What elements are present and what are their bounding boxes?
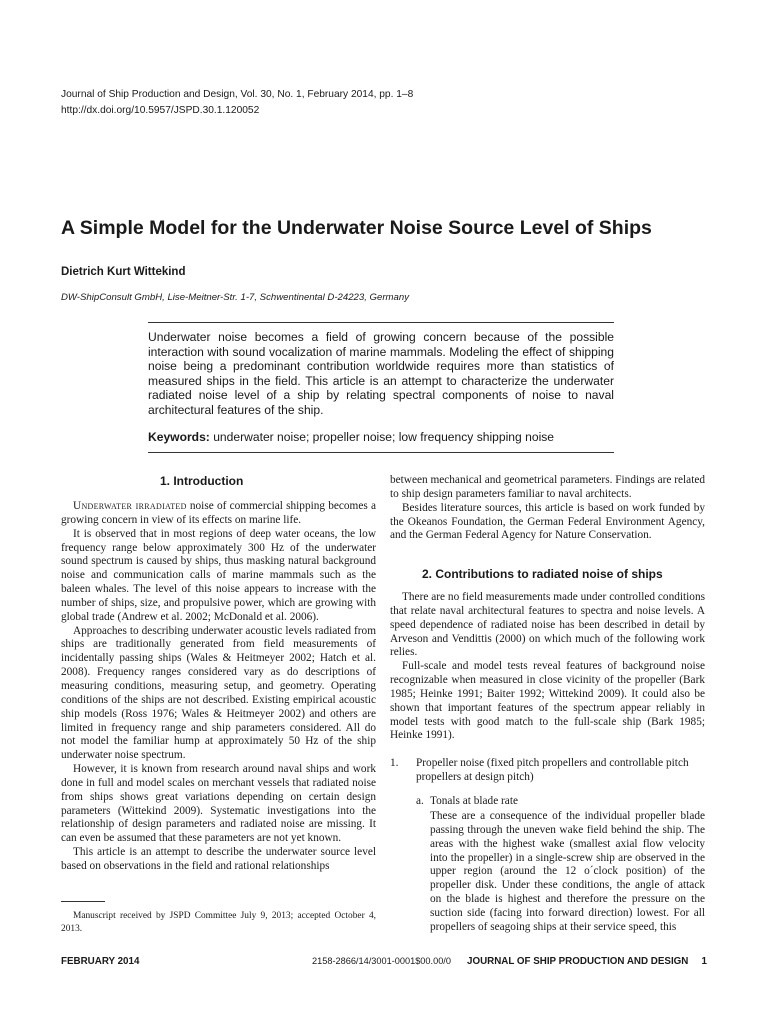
sublist-marker: a. bbox=[416, 795, 424, 807]
intro-paragraph: However, it is known from research around naval ships and work done in full and model scales on merchant vessels that radiated noise from ships shows great variations depending on certain design parameters (Wittekind 2009). Systematic investigations into the relationship of design parameters and radiated noise are missing. It can even be assumed that these parameters are not yet known. bbox=[61, 763, 376, 845]
keywords bbox=[148, 430, 648, 444]
citation-block bbox=[61, 87, 501, 119]
right-column-top bbox=[390, 474, 705, 543]
abstract: Underwater noise becomes a field of growing concern because of the possible interaction with sound vocalization of marine mammals. Modeling the effect of shipping noise being a predominant contribution worldwide requires more than statistics of measured ships in the field. This article is an attempt to characterize the underwater radiated noise level of a ship by relating spectral components of noise to naval architectural features of the ship. bbox=[148, 330, 614, 417]
page-footer bbox=[61, 956, 707, 970]
sublist-item bbox=[416, 795, 705, 809]
author-name: Dietrich Kurt Wittekind bbox=[61, 266, 186, 278]
section-heading-contributions: 2. Contributions to radiated noise of ships bbox=[422, 567, 663, 581]
list-marker: 1. bbox=[390, 757, 399, 769]
contrib-paragraph: Full-scale and model tests reveal features of background noise recognizable when measured in close vicinity of the propeller (Bark 1985; Heinke 1991; Baiter 1992; Wittekind 2009). It could also be shown that important features of the spectrum appear reliably in model tests with good match to the full-scale ship (Bark 1985; Heinke 1991). bbox=[390, 660, 705, 742]
intro-paragraph: This article is an attempt to describe the underwater source level based on observations in the field and rational relationships bbox=[61, 846, 376, 872]
abstract-top-rule bbox=[148, 322, 614, 323]
left-column bbox=[61, 500, 376, 874]
section-heading-introduction: 1. Introduction bbox=[160, 474, 244, 488]
doi-link[interactable]: http://dx.doi.org/10.5957/JSPD.30.1.120052 bbox=[61, 105, 260, 116]
list-item-text: Propeller noise (fixed pitch propellers and controllable pitch propellers at design pitch) bbox=[416, 757, 689, 783]
list-item bbox=[390, 757, 705, 785]
footer-date: FEBRUARY 2014 bbox=[61, 956, 140, 967]
intro-paragraph: It is observed that in most regions of deep water oceans, the low frequency range below approximately 300 Hz of the underwater sound spectrum is caused by ships, thus masking natural background noise and communication calls of marine mammals such as the baleen whales. The level of this noise appears to increase with the number of ships, size, and propulsive power, which are growing with global trade (Andrew et al. 2002; McDonald et al. 2006). bbox=[61, 527, 376, 623]
right-column-body bbox=[390, 591, 705, 743]
sublist-item-body: These are a consequence of the individual propeller blade passing through the uneven wake field behind the ship. The areas with the highest wake (smallest axial flow velocity into the propeller) in a single-screw ship are observed in the upper region (around the 12 o´clock position) of the propeller disk. Under these conditions, the angle of attack on the blade is highest and therefore the pressure on the suction side (facing into forward direction) lowest. For all propellers of seagoing ships at their service speed, this bbox=[430, 810, 705, 933]
footer-code: 2158-2866/14/3001-0001$00.00/0 bbox=[312, 956, 451, 966]
keywords-label: Keywords: bbox=[148, 430, 210, 444]
footer-journal: JOURNAL OF SHIP PRODUCTION AND DESIGN bbox=[467, 956, 689, 967]
author-affiliation: DW-ShipConsult GmbH, Lise-Meitner-Str. 1-7, Schwentinental D-24223, Germany bbox=[61, 292, 410, 303]
footnote: Manuscript received by JSPD Committee July 9, 2013; accepted October 4, 2013. bbox=[61, 911, 376, 934]
keywords-text: underwater noise; propeller noise; low frequency shipping noise bbox=[209, 430, 555, 444]
intro-paragraph-continued: between mechanical and geometrical parameters. Findings are related to ship design parameters familiar to naval architects. bbox=[390, 474, 705, 500]
journal-citation: Journal of Ship Production and Design, Vol. 30, No. 1, February 2014, pp. 1–8 bbox=[61, 89, 414, 100]
intro-paragraph: Besides literature sources, this article is based on work funded by the Okeanos Foundation, the German Federal Environment Agency, and the German Federal Agency for Nature Conservation. bbox=[390, 501, 705, 542]
contrib-paragraph: There are no field measurements made under controlled conditions that relate naval architectural features to spectra and noise levels. A speed dependence of radiated noise has been described in detail by Arveson and Vendittis (2000) on which much of the following work relies. bbox=[390, 591, 705, 659]
article-title: A Simple Model for the Underwater Noise Source Level of Ships bbox=[61, 217, 652, 239]
footnote-rule bbox=[61, 901, 105, 902]
abstract-bottom-rule bbox=[148, 452, 614, 453]
page-number: 1 bbox=[701, 956, 707, 967]
intro-paragraph: Approaches to describing underwater acoustic levels radiated from ships are traditionally generated from field measurements of incidentally passing ships (Wales & Heitmeyer 2002; Hatch et al. 2008). Frequency ranges considered vary as do descriptions of measuring conditions, measuring setup, and geometry. Operating conditions of the ships are not described. Existing empirical acoustic ship models (Ross 1976; Wales & Heitmeyer 2002) and others are limited in frequency range and ship parameters considered. All do not model the familiar hump at approximately 50 Hz of the ship underwater noise spectrum. bbox=[61, 624, 376, 762]
smallcaps-lead: Underwater irradiated bbox=[73, 500, 187, 512]
intro-paragraph: Underwater irradiated noise of commercial shipping becomes a growing concern in view of its effects on marine life. bbox=[61, 500, 376, 526]
sublist-item-text: Tonals at blade rate bbox=[430, 795, 518, 807]
